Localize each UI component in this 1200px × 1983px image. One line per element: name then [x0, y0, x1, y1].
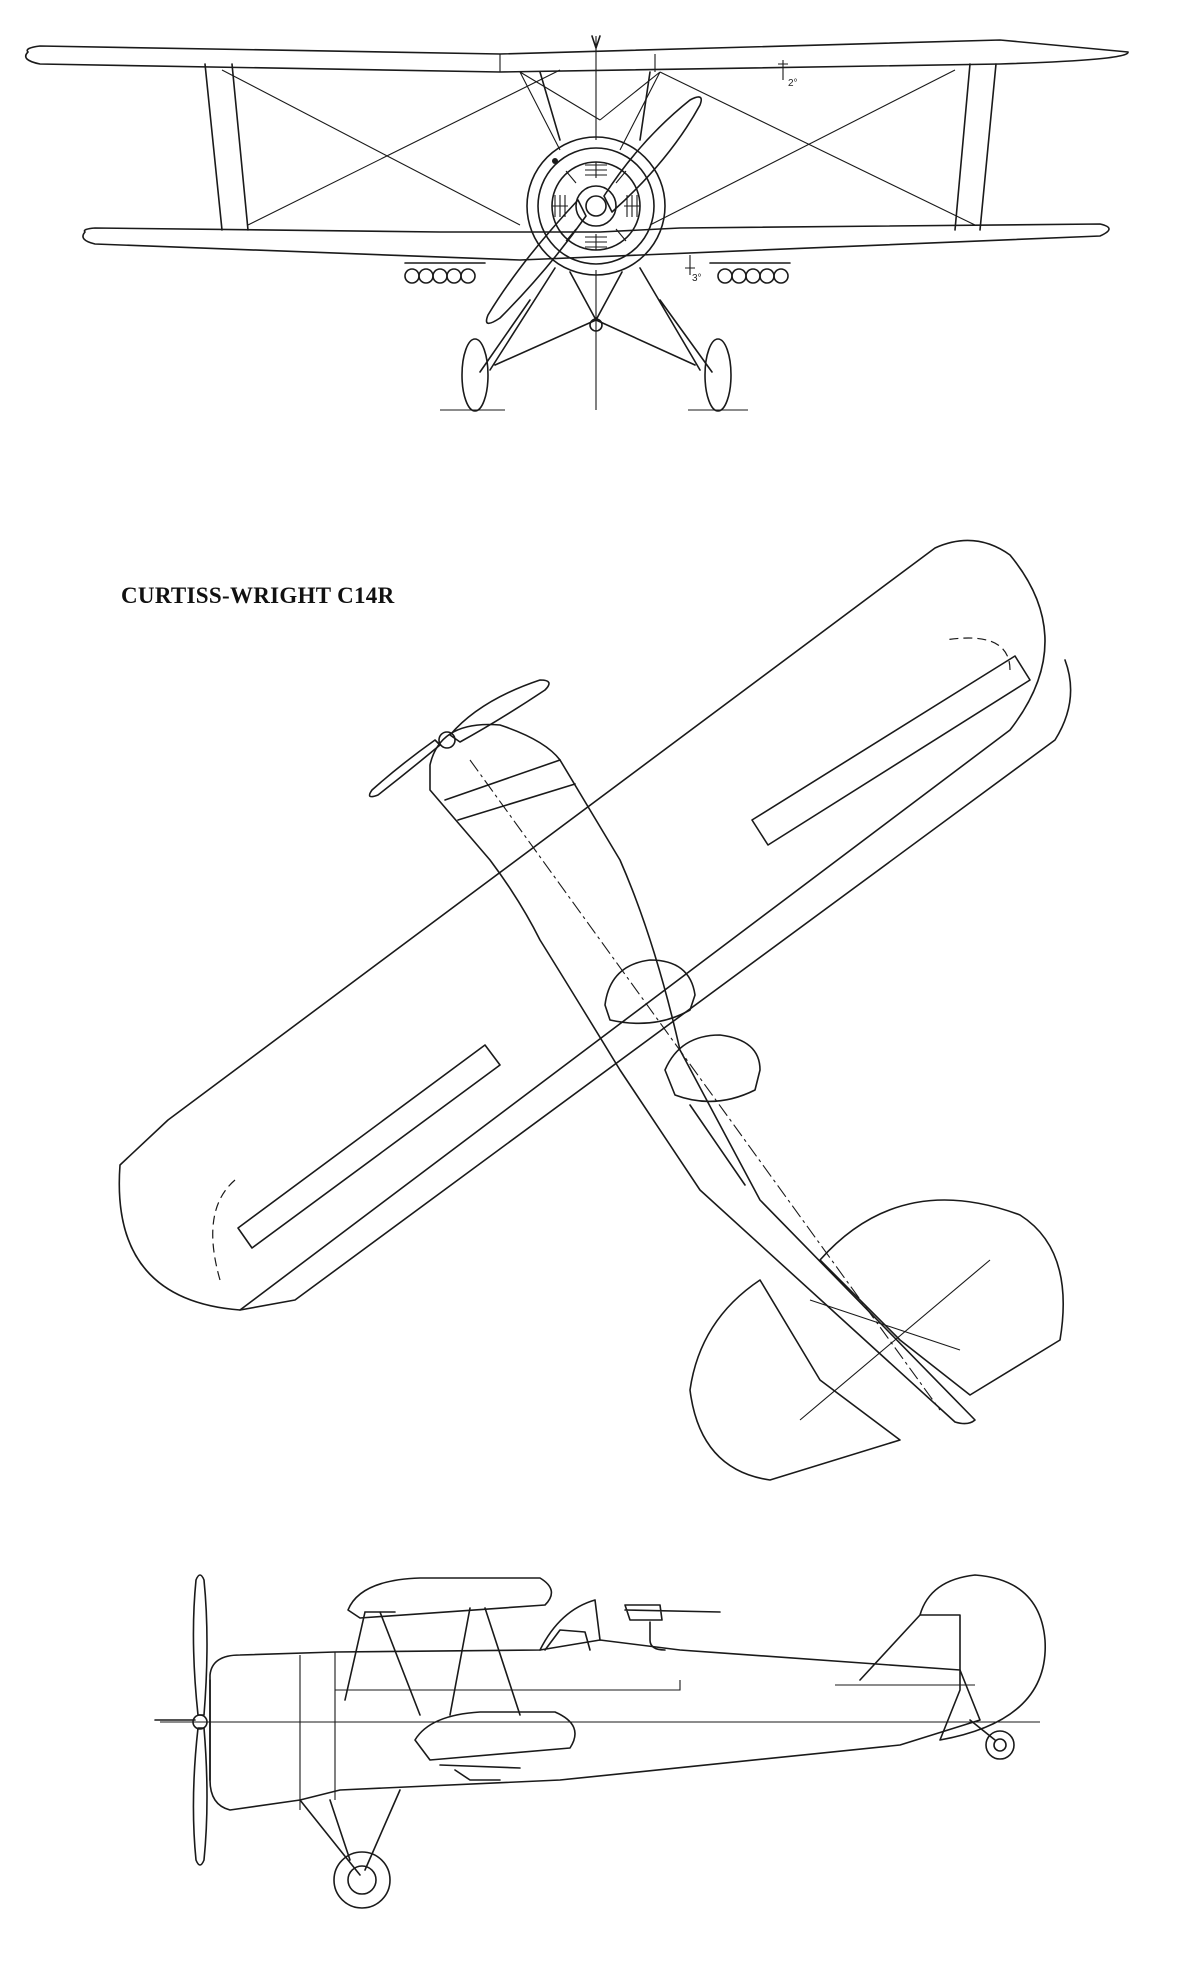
propeller-hub — [586, 196, 606, 216]
plan-left-aileron — [238, 1045, 500, 1248]
plan-right-aileron — [752, 656, 1030, 845]
side-main-wheel — [334, 1852, 390, 1908]
lower-wing-dihedral-label: 3° — [692, 273, 702, 284]
front-upper-wing — [26, 40, 1128, 72]
plan-upper-wing — [119, 540, 1045, 1310]
front-interplane-struts — [205, 64, 996, 230]
side-tail-fin — [860, 1575, 1045, 1740]
side-machine-gun — [625, 1605, 720, 1650]
front-left-wheel — [462, 339, 488, 411]
front-right-wheel — [705, 339, 731, 411]
plan-view — [119, 540, 1070, 1480]
engine-cowling — [527, 137, 665, 275]
upper-wing-dihedral-label: 2° — [788, 78, 798, 89]
plan-tail-surfaces — [690, 1200, 1063, 1480]
side-fuselage — [210, 1640, 980, 1810]
side-landing-gear — [300, 1790, 400, 1875]
side-lower-wing — [415, 1712, 575, 1760]
front-propeller — [487, 97, 702, 323]
side-interplane-struts — [345, 1608, 520, 1715]
side-view — [155, 1575, 1045, 1908]
front-bomb-racks — [405, 263, 790, 283]
plan-fuselage — [430, 725, 975, 1424]
drawing-title: CURTISS-WRIGHT C14R — [121, 583, 395, 608]
plan-propeller — [370, 680, 549, 797]
plan-front-cockpit — [605, 960, 695, 1023]
